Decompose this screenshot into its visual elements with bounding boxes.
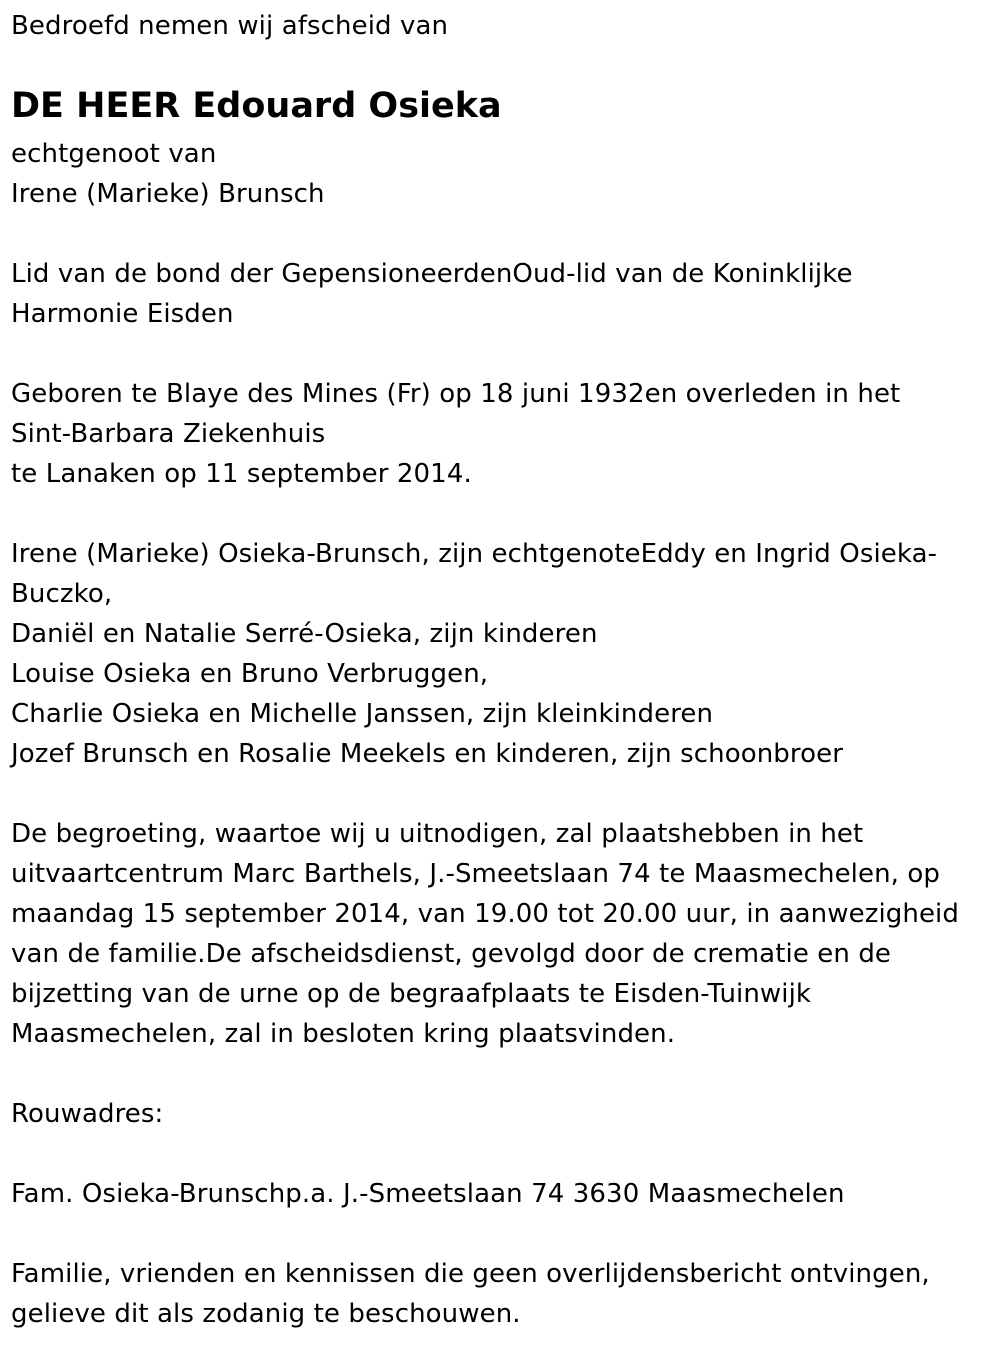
birth-death-line: Sint-Barbara Ziekenhuis <box>11 419 326 449</box>
spouse-label: echtgenoot van <box>11 139 217 169</box>
address-label: Rouwadres: <box>11 1099 164 1129</box>
membership-line: Harmonie Eisden <box>11 299 234 329</box>
family-line: Buczko, <box>11 579 113 609</box>
ceremony-line: Maasmechelen, zal in besloten kring plaatsvinden. <box>11 1019 676 1049</box>
deceased-name: DE HEER Edouard Osieka <box>11 86 502 126</box>
family-line: Irene (Marieke) Osieka-Brunsch, zijn echtgenoteEddy en Ingrid Osieka- <box>11 539 938 569</box>
birth-death-line: te Lanaken op 11 september 2014. <box>11 459 472 489</box>
family-line: Jozef Brunsch en Rosalie Meekels en kinderen, zijn schoonbroer <box>11 739 844 769</box>
closing-line: gelieve dit als zodanig te beschouwen. <box>11 1299 521 1329</box>
mourning-address: Fam. Osieka-Brunschp.a. J.-Smeetslaan 74 3630 Maasmechelen <box>11 1179 845 1209</box>
ceremony-line: uitvaartcentrum Marc Barthels, J.-Smeetslaan 74 te Maasmechelen, op <box>11 859 941 889</box>
spouse-name: Irene (Marieke) Brunsch <box>11 179 325 209</box>
membership-line: Lid van de bond der GepensioneerdenOud-lid van de Koninklijke <box>11 259 853 289</box>
family-line: Louise Osieka en Bruno Verbruggen, <box>11 659 489 689</box>
family-line: Daniël en Natalie Serré-Osieka, zijn kinderen <box>11 619 598 649</box>
intro-text: Bedroefd nemen wij afscheid van <box>11 11 449 41</box>
birth-death-line: Geboren te Blaye des Mines (Fr) op 18 juni 1932en overleden in het <box>11 379 901 409</box>
ceremony-line: maandag 15 september 2014, van 19.00 tot 20.00 uur, in aanwezigheid <box>11 899 959 929</box>
closing-line: Familie, vrienden en kennissen die geen overlijdensbericht ontvingen, <box>11 1259 930 1289</box>
family-line: Charlie Osieka en Michelle Janssen, zijn kleinkinderen <box>11 699 714 729</box>
ceremony-line: van de familie.De afscheidsdienst, gevolgd door de crematie en de <box>11 939 892 969</box>
ceremony-line: bijzetting van de urne op de begraafplaats te Eisden-Tuinwijk <box>11 979 812 1009</box>
ceremony-line: De begroeting, waartoe wij u uitnodigen, zal plaatshebben in het <box>11 819 864 849</box>
